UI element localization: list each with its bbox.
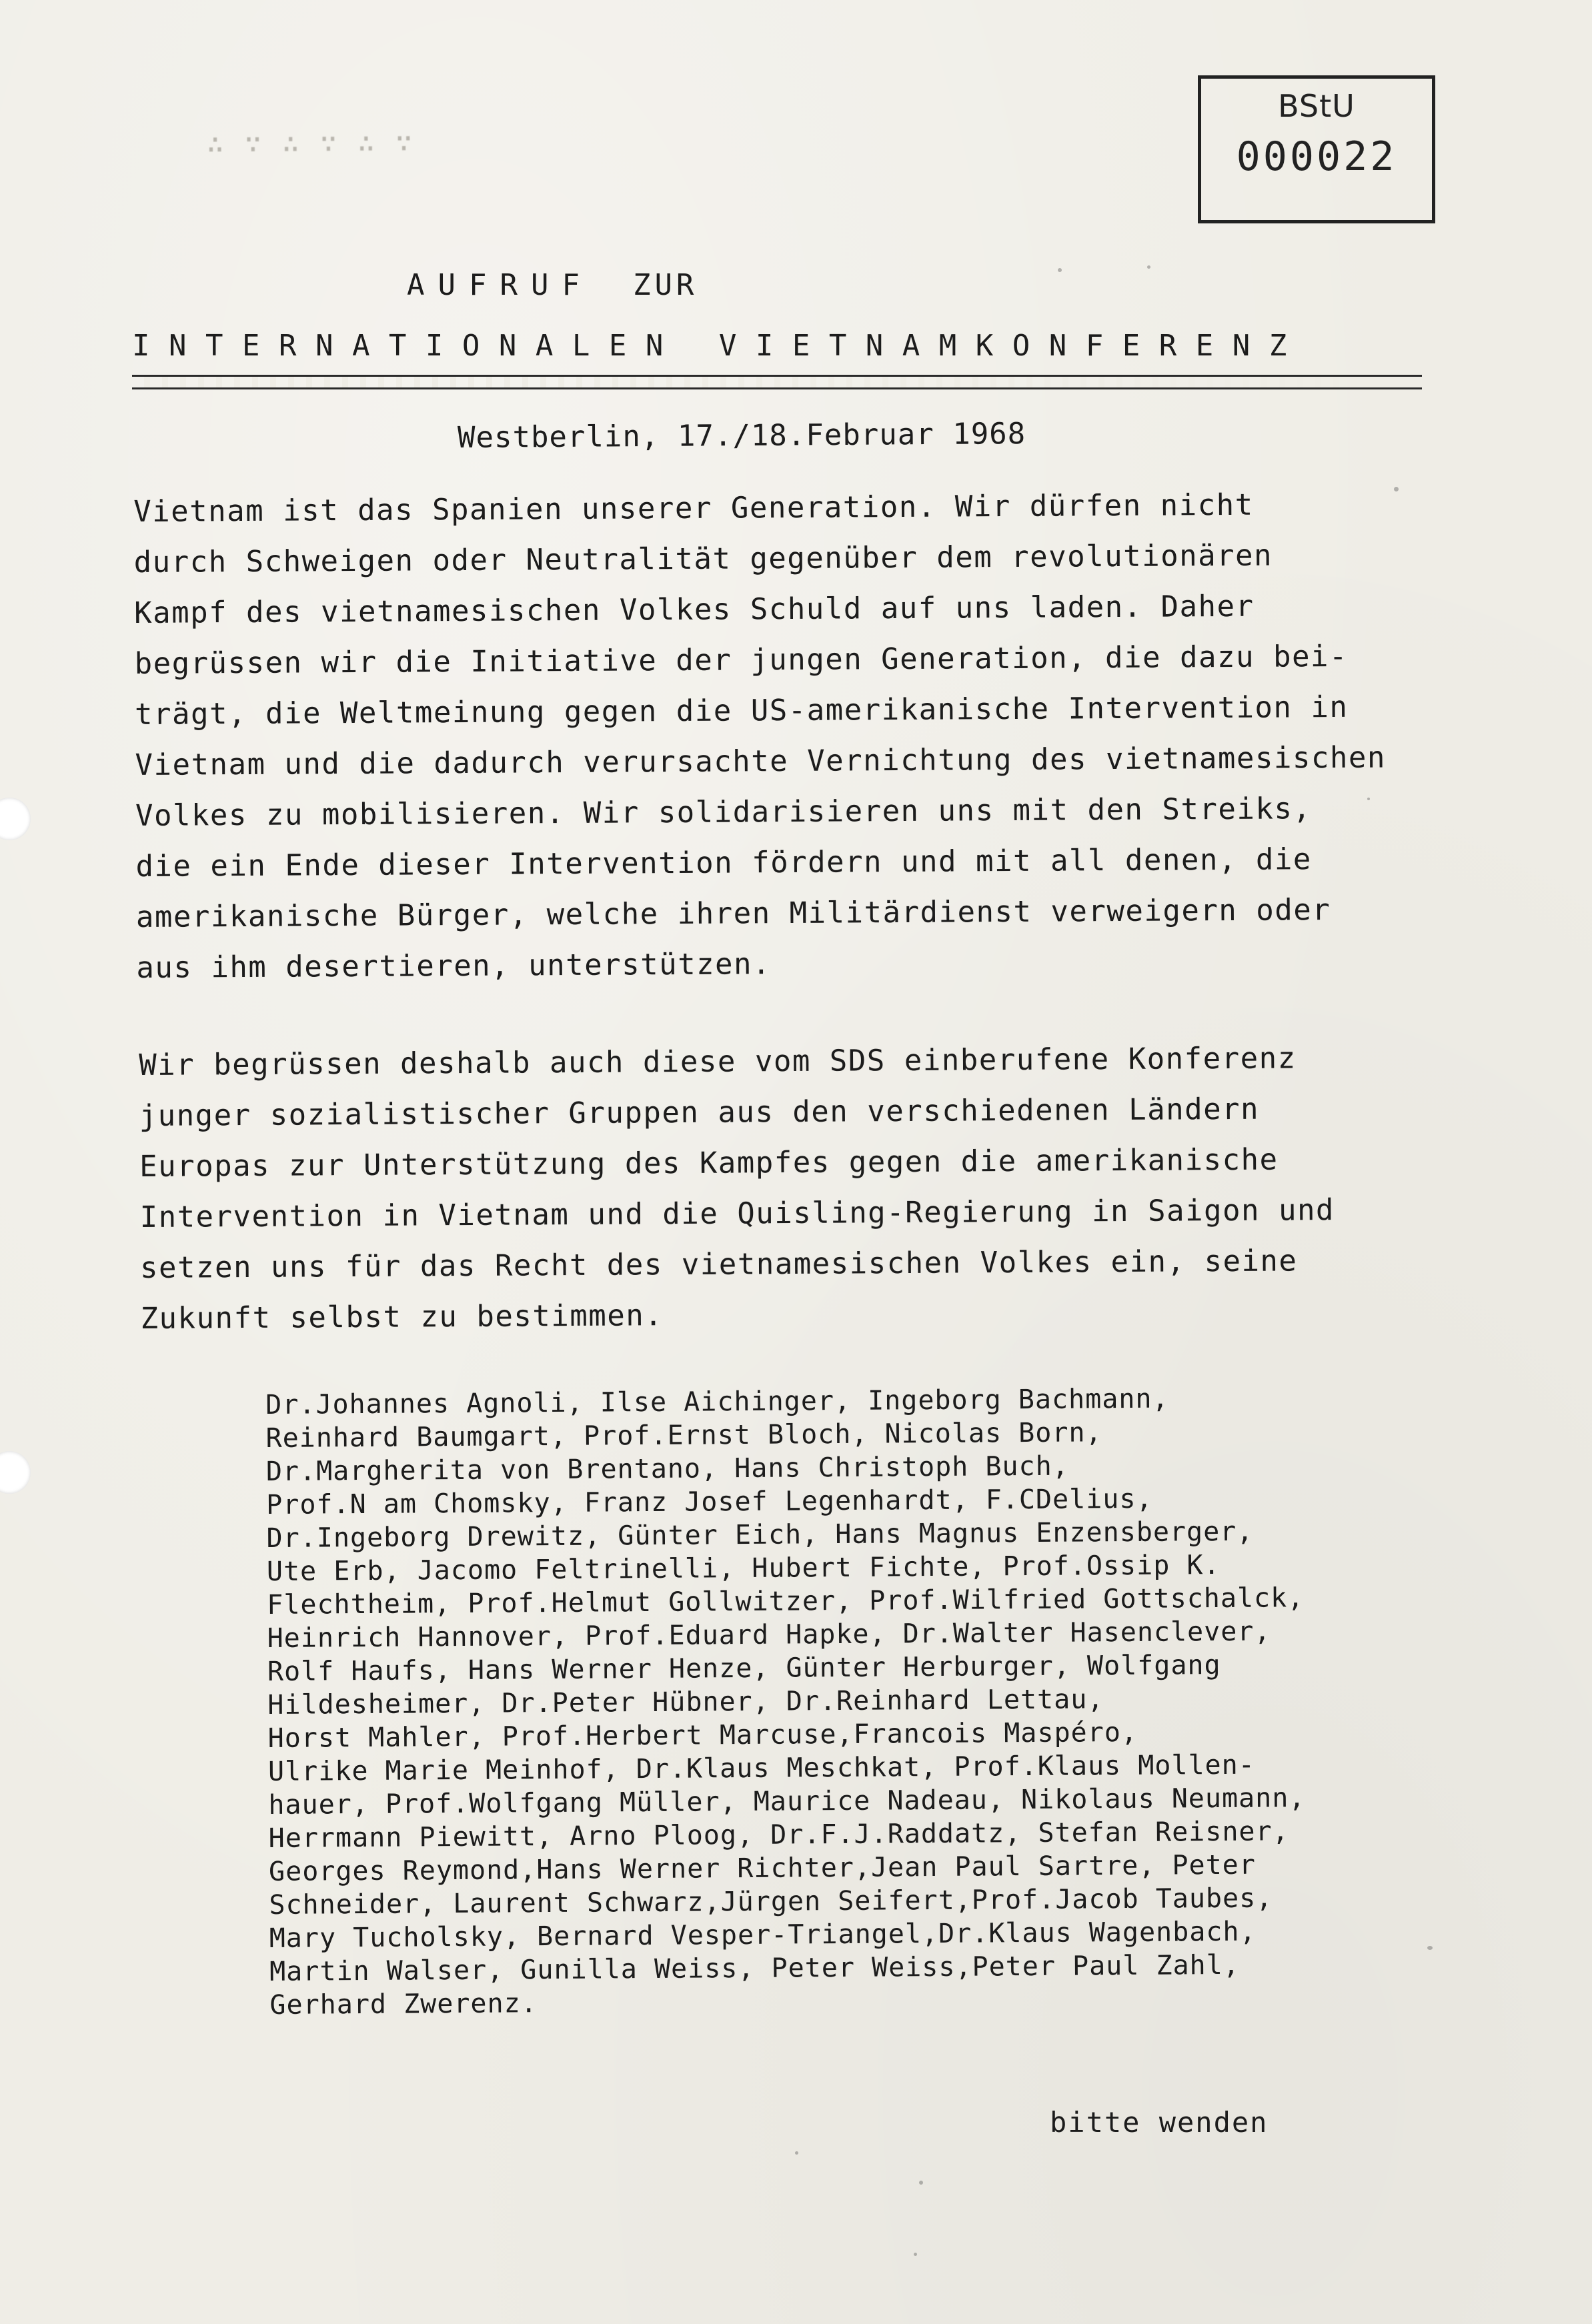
signatory-line: Flechtheim, Prof.Helmut Gollwitzer, Prof.Wilfried Gottschalck, xyxy=(267,1582,1305,1620)
paragraph-line: Europas zur Unterstützung des Kampfes gegen die amerikanische xyxy=(139,1142,1279,1184)
signatory-line: Dr.Johannes Agnoli, Ilse Aichinger, Ingeborg Bachmann, xyxy=(265,1383,1169,1420)
paper-speck xyxy=(1058,268,1062,272)
paragraph-line: Zukunft selbst zu bestimmen. xyxy=(140,1298,664,1336)
title-aufruf xyxy=(407,268,698,302)
paragraph-line: Volkes zu mobilisieren. Wir solidarisieren uns mit den Streiks, xyxy=(135,792,1312,833)
signatory-line: Hildesheimer, Dr.Peter Hübner, Dr.Reinhard Lettau, xyxy=(267,1684,1104,1720)
paper-speck xyxy=(914,2253,917,2256)
paragraph-2 xyxy=(139,1033,1335,1344)
paragraph-line: Kampf des vietnamesischen Volkes Schuld auf uns laden. Daher xyxy=(134,589,1255,630)
signatory-line: Ulrike Marie Meinhof, Dr.Klaus Meschkat, Prof.Klaus Mollen- xyxy=(267,1749,1255,1787)
paper-speck xyxy=(1367,798,1370,800)
paragraph-line: Vietnam ist das Spanien unserer Generation. Wir dürfen nicht xyxy=(133,487,1254,529)
signatory-line: Gerhard Zwerenz. xyxy=(269,1988,538,2021)
signatory-line: Schneider, Laurent Schwarz,Jürgen Seifert,Prof.Jacob Taubes, xyxy=(269,1883,1273,1921)
stamp-number: 000022 xyxy=(1236,133,1397,180)
signatory-line: Dr.Ingeborg Drewitz, Günter Eich, Hans Magnus Enzensberger, xyxy=(266,1516,1254,1554)
title-aufruf-word: AUFRUF xyxy=(407,268,593,302)
signatory-line: Prof.N am Chomsky, Franz Josef Legenhardt, F.CDelius, xyxy=(266,1483,1153,1520)
stamp-label: BStU xyxy=(1278,88,1355,124)
signatory-line: Ute Erb, Jacomo Feltrinelli, Hubert Fichte, Prof.Ossip K. xyxy=(266,1550,1221,1587)
signatory-line: Rolf Haufs, Hans Werner Henze, Günter Herburger, Wolfgang xyxy=(267,1650,1221,1687)
please-turn-over-note: bitte wenden xyxy=(1050,2106,1269,2139)
paragraph-line: durch Schweigen oder Neutralität gegenüber dem revolutionären xyxy=(133,538,1273,579)
signatory-line: Herrmann Piewitt, Arno Ploog, Dr.F.J.Raddatz, Stefan Reisner, xyxy=(268,1816,1289,1854)
paragraph-line: junger sozialistischer Gruppen aus den verschiedenen Ländern xyxy=(139,1092,1260,1133)
title-zur-word: ZUR xyxy=(632,268,698,302)
paragraph-line: trägt, die Weltmeinung gegen die US-amerikanische Intervention in xyxy=(134,690,1349,732)
paragraph-line: amerikanische Bürger, welche ihren Militärdienst verweigern oder xyxy=(135,893,1331,934)
faint-bleed-through-text: ∴ ∵ ∴ ∵ ∴ ∵ xyxy=(206,125,415,161)
date-location-line: Westberlin, 17./18.Februar 1968 xyxy=(457,417,1026,455)
paragraph-line: aus ihm desertieren, unterstützen. xyxy=(136,947,772,985)
double-rule-divider xyxy=(132,375,1422,389)
signatory-line: Georges Reymond,Hans Werner Richter,Jean Paul Sartre, Peter xyxy=(268,1849,1257,1887)
signatory-line: Dr.Margherita von Brentano, Hans Christoph Buch, xyxy=(265,1450,1069,1487)
signatory-line: Horst Mahler, Prof.Herbert Marcuse,Francois Maspéro, xyxy=(267,1716,1138,1754)
punch-hole-bottom xyxy=(0,1451,31,1494)
paragraph-line: setzen uns für das Recht des vietnamesischen Volkes ein, seine xyxy=(139,1244,1298,1285)
paper-speck xyxy=(1147,265,1150,269)
paper-speck xyxy=(1394,487,1399,491)
paper-speck xyxy=(919,2181,923,2185)
paragraph-1 xyxy=(133,479,1387,994)
paragraph-line: die ein Ende dieser Intervention fördern und mit all denen, die xyxy=(135,842,1312,884)
paragraph-line: Wir begrüssen deshalb auch diese vom SDS einberufene Konferenz xyxy=(139,1041,1297,1082)
signatory-line: Heinrich Hannover, Prof.Eduard Hapke, Dr.Walter Hasenclever, xyxy=(267,1616,1271,1654)
signatory-line: Martin Walser, Gunilla Weiss, Peter Weiss,Peter Paul Zahl, xyxy=(269,1949,1240,1987)
signatory-line: Mary Tucholsky, Bernard Vesper-Triangel,Dr.Klaus Wagenbach, xyxy=(269,1916,1257,1954)
title-conference: INTERNATIONALEN VIETNAMKONFERENZ xyxy=(132,329,1306,363)
signatory-line: hauer, Prof.Wolfgang Müller, Maurice Nadeau, Nikolaus Neumann, xyxy=(268,1783,1306,1821)
paragraph-line: Vietnam und die dadurch verursachte Vernichtung des vietnamesischen xyxy=(135,740,1387,782)
paper-speck xyxy=(1427,1946,1433,1950)
signatory-line: Reinhard Baumgart, Prof.Ernst Bloch, Nicolas Born, xyxy=(265,1417,1102,1454)
paragraph-line: Intervention in Vietnam und die Quisling-Regierung in Saigon und xyxy=(139,1193,1335,1234)
paper-speck xyxy=(795,2151,798,2155)
punch-hole-top xyxy=(0,798,31,840)
archive-stamp xyxy=(1198,75,1435,223)
signatories-list xyxy=(265,1381,1307,2022)
paragraph-line: begrüssen wir die Initiative der jungen Generation, die dazu bei- xyxy=(134,639,1349,681)
